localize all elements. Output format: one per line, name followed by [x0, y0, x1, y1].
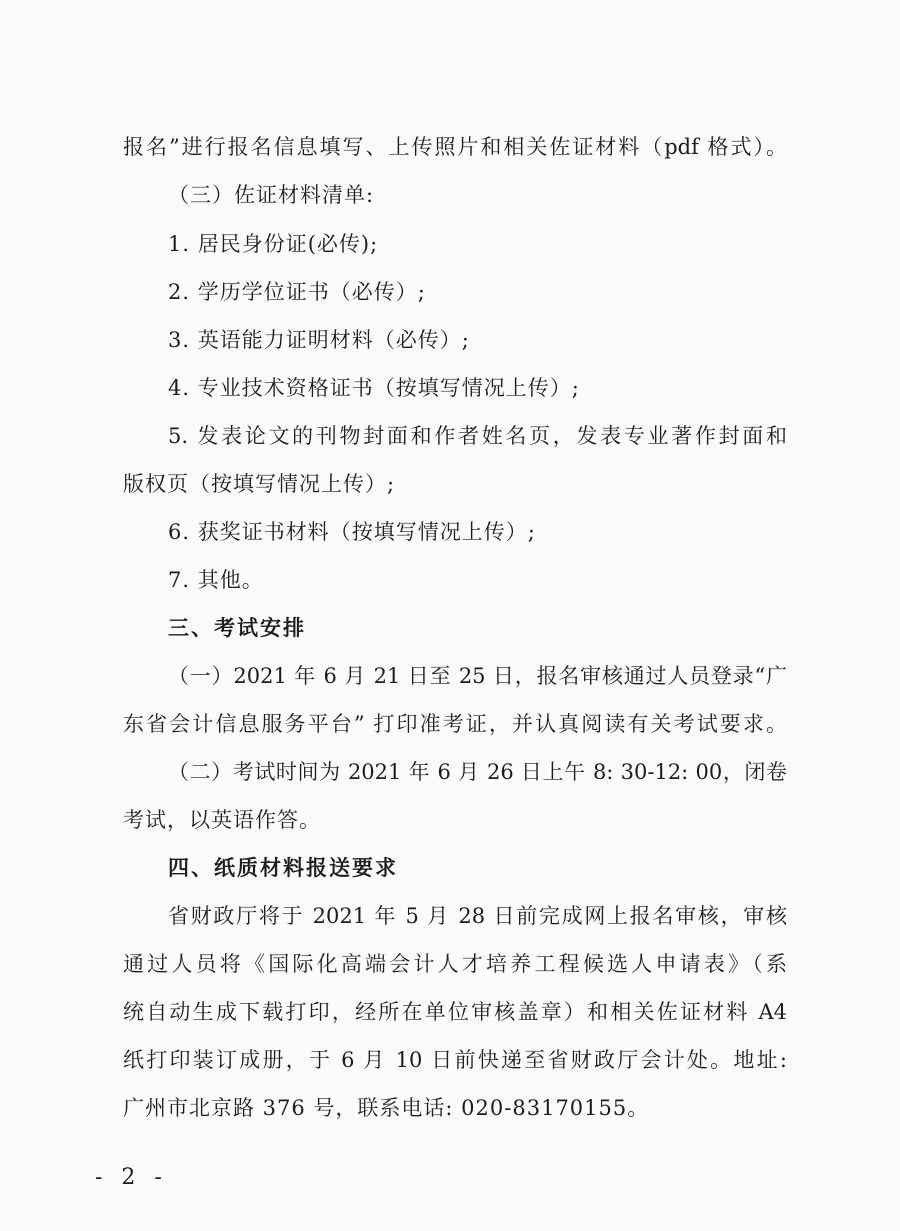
list-item-continuation: 版权页（按填写情况上传）; — [123, 472, 396, 496]
text-line: 统自动生成下载打印，经所在单位审核盖章）和相关佐证材料 A4 — [123, 1000, 787, 1024]
text-line: （二）考试时间为 2021 年 6 月 26 日上午 8: 30-12: 00，闭卷 — [168, 760, 787, 784]
section-subheading: （三）佐证材料清单: — [168, 183, 375, 207]
text-line: 纸打印装订成册，于 6 月 10 日前快递至省财政厅会计处。地址: — [123, 1048, 787, 1072]
list-item: 2. 学历学位证书（必传）; — [168, 280, 426, 304]
text-line: 东省会计信息服务平台” 打印准考证，并认真阅读有关考试要求。 — [123, 712, 787, 736]
text-line: 通过人员将《国际化高端会计人才培养工程候选人申请表》（系 — [123, 952, 787, 976]
list-item: 3. 英语能力证明材料（必传）; — [168, 328, 470, 352]
page-number: - 2 - — [95, 1165, 168, 1190]
section-heading-exam: 三、考试安排 — [168, 616, 306, 640]
text-line: （一）2021 年 6 月 21 日至 25 日，报名审核通过人员登录“广 — [168, 664, 787, 688]
list-item: 1. 居民身份证(必传); — [168, 232, 379, 256]
section-heading-materials: 四、纸质材料报送要求 — [168, 856, 398, 880]
text-line: 省财政厅将于 2021 年 5 月 28 日前完成网上报名审核，审核 — [168, 904, 787, 928]
list-item: 7. 其他。 — [168, 568, 264, 592]
text-line: 报名”进行报名信息填写、上传照片和相关佐证材料（pdf 格式）。 — [123, 135, 787, 159]
text-line: 广州市北京路 376 号，联系电话: 020-83170155。 — [123, 1096, 650, 1120]
text-line: 考试，以英语作答。 — [123, 808, 321, 832]
list-item: 6. 获奖证书材料（按填写情况上传）; — [168, 520, 536, 544]
list-item: 5. 发表论文的刊物封面和作者姓名页，发表专业著作封面和 — [168, 424, 787, 448]
list-item: 4. 专业技术资格证书（按填写情况上传）; — [168, 376, 580, 400]
